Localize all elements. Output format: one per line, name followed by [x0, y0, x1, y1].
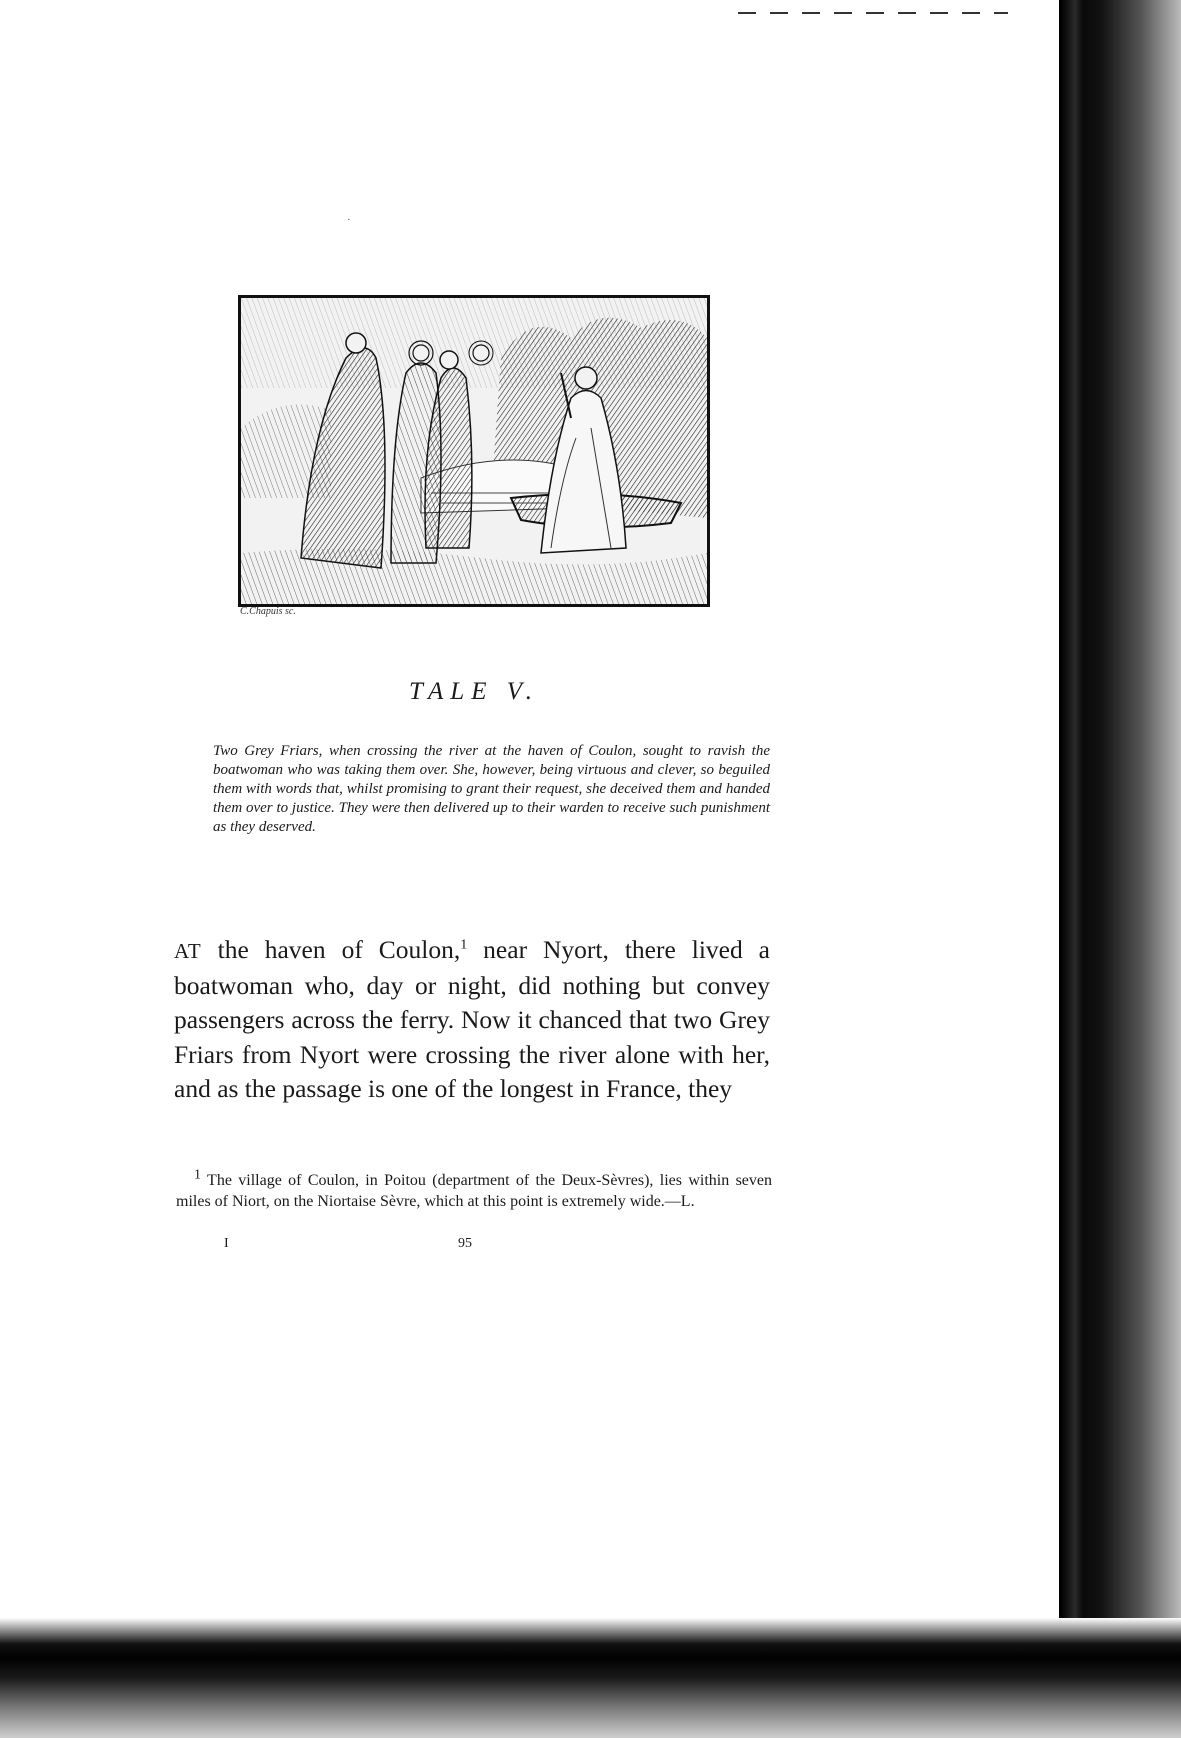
stray-mark: · — [347, 214, 351, 226]
engraving-illustration — [238, 295, 710, 607]
opening-text: the haven of Coulon, — [201, 935, 461, 964]
opening-small-caps: AT — [174, 939, 202, 963]
body-continuation: near Nyort, there lived a boatwoman who, day or night, did nothing but convey passengers across the ferry. Now it chanced that two Grey Friars from Nyort were crossing the river alone with her, and as the passage is one of the longest in France, they — [174, 935, 771, 1103]
tale-title: TALE V. — [408, 678, 540, 705]
scan-top-edge — [738, 12, 1008, 14]
summary-text: Two Grey Friars, when crossing the river at the haven of Coulon, sought to ravish the boatwoman who was taking them over. She, however, being virtuous and clever, so beguiled them with words that, whilst promising to grant their request, she deceived them and handed them over to justice. They were then delivered up to their warden to receive such punishment as they deserved. — [213, 743, 770, 835]
body-paragraph — [174, 933, 770, 1107]
scan-right-edge — [1061, 0, 1181, 1690]
engraving-drawing — [241, 298, 707, 604]
signature-mark: I — [224, 1236, 229, 1251]
footnote-reference: 1 — [460, 937, 468, 953]
footnote-marker: 1 — [194, 1167, 201, 1183]
engraver-signature: C.Chapuis sc. — [240, 606, 296, 617]
footnote — [176, 1167, 772, 1212]
scan-bottom-edge — [0, 1618, 1181, 1738]
page-number: 95 — [458, 1236, 472, 1251]
tale-summary — [176, 742, 770, 837]
footnote-text: The village of Coulon, in Poitou (department of the Deux-Sèvres), lies within seven miles of Niort, on the Niortaise Sèvre, which at this point is extremely wide.—L. — [176, 1172, 772, 1210]
